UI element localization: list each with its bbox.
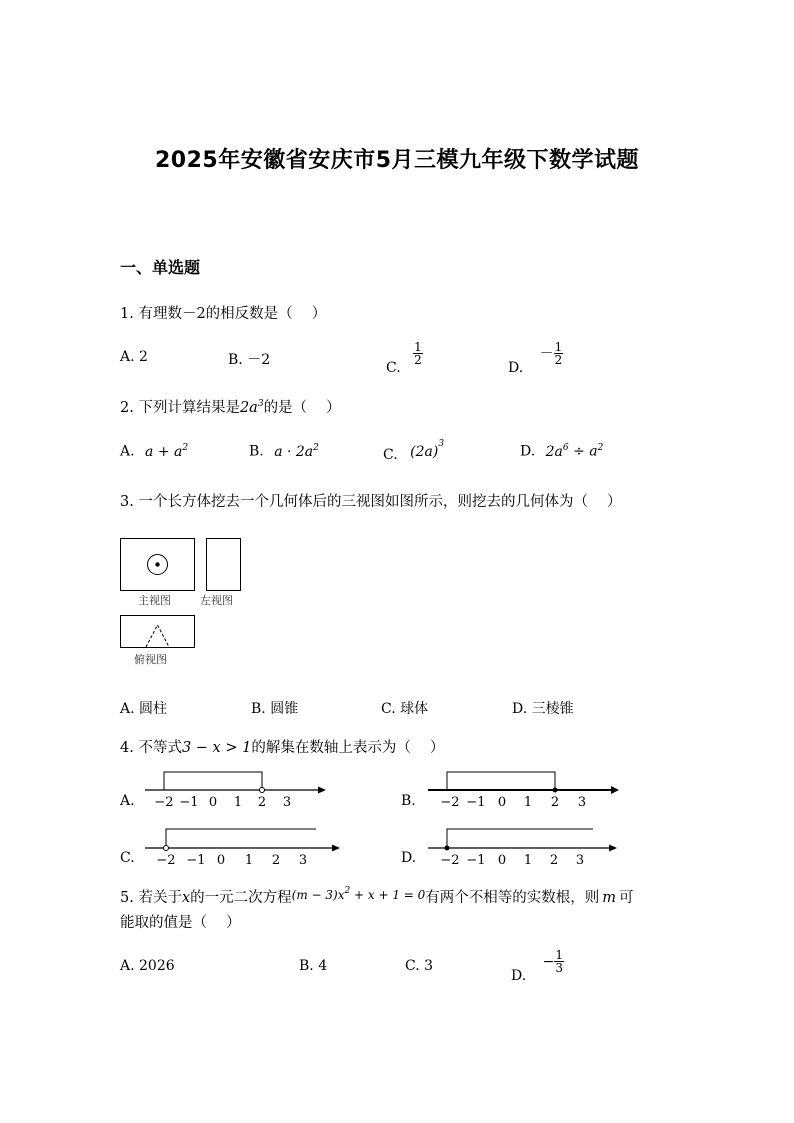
q4-stem-math: 3 − x > 1 [181, 740, 252, 756]
q1-option-a: A. 2 [120, 349, 148, 365]
q1-option-b: B. －2 [228, 352, 271, 368]
number-line-c [140, 824, 345, 870]
q5-option-d [511, 948, 564, 984]
ticks-d [440, 853, 584, 868]
top-view-label: 俯视图 [134, 653, 167, 666]
tick-label: 1 [244, 853, 254, 868]
page-title: 2025年安徽省安庆市5月三模九年级下数学试题 [154, 148, 640, 173]
front-view-label: 主视图 [138, 594, 171, 607]
question-2-stem [120, 396, 341, 417]
q1-d-label: D. [508, 359, 524, 376]
q2-a-exp: 2 [182, 443, 189, 453]
ticks-b [440, 795, 586, 810]
tick-label: 0 [497, 853, 507, 868]
tick-label: 3 [298, 853, 308, 868]
q2-stem-pre: 2. 下列计算结果是 [120, 400, 240, 416]
q1-d-den: 2 [554, 353, 563, 367]
q5-eq-post: + x + 1 = 0 [350, 888, 426, 902]
tick-label: −1 [179, 795, 199, 810]
number-line-b [425, 768, 625, 814]
ticks-a [154, 795, 291, 810]
tick-label: 2 [257, 795, 267, 810]
q5-stem-post: 有两个不相等的实数根，则 [425, 890, 600, 906]
q1-c-den: 2 [414, 353, 422, 367]
tick-label: 0 [208, 795, 218, 810]
q2-a-label: A. [120, 443, 135, 460]
number-line-a [140, 768, 330, 814]
question-3-stem: 3. 一个长方体挖去一个几何体后的三视图如图所示，则挖去的几何体为（ ） [120, 494, 622, 510]
q1-d-sign: － [539, 345, 554, 362]
tick-label: −1 [466, 853, 486, 868]
q5-option-c: C. 3 [405, 958, 434, 974]
q4-stem-post: 的解集在数轴上表示为（ ） [251, 740, 445, 756]
q2-d-mid: ÷ a [568, 443, 598, 460]
q5-eq-exp: 2 [344, 886, 351, 897]
ticks-c [156, 853, 307, 868]
q2-option-b [249, 443, 319, 460]
q1-option-c [386, 340, 423, 376]
q1-option-d [508, 340, 563, 376]
q3-option-c: C. 球体 [381, 701, 429, 717]
q2-stem-math: 2a [239, 400, 258, 416]
tick-label: 1 [523, 795, 533, 810]
q5-d-label: D. [511, 967, 527, 984]
tick-label: 3 [282, 795, 292, 810]
question-4-stem [120, 736, 444, 757]
tick-label: 3 [577, 795, 587, 810]
question-5-line2: 能取的值是（ ） [120, 915, 241, 931]
tick-label: 2 [550, 795, 560, 810]
q2-option-d [520, 443, 603, 460]
q1-c-num: 1 [414, 340, 422, 354]
q3-option-a: A. 圆柱 [120, 701, 168, 717]
q2-b-math: a · 2a [274, 443, 314, 460]
q5-d-num: 1 [555, 948, 564, 962]
q5-x: x [181, 890, 191, 906]
q5-eq: (m − 3)x [291, 888, 345, 902]
q4-option-b: B. [401, 793, 416, 809]
q2-option-c [383, 439, 445, 463]
q2-d-label: D. [520, 443, 536, 460]
tick-label: 1 [523, 853, 533, 868]
tick-label: 3 [575, 853, 585, 868]
q2-a-math: a + a [145, 443, 183, 460]
tick-label: 1 [233, 795, 243, 810]
q2-c-math: (2a) [410, 443, 439, 460]
q2-d-exp2: 2 [597, 443, 604, 453]
q4-option-c: C. [120, 850, 135, 866]
tick-label: −2 [440, 853, 460, 868]
q5-stem-end: 可 [619, 890, 634, 906]
q5-d-den: 3 [555, 961, 564, 975]
q5-m: m [602, 890, 617, 906]
tick-label: −2 [154, 795, 174, 810]
q4-stem-pre: 4. 不等式 [120, 740, 182, 756]
q2-d-math: 2a [545, 443, 563, 460]
tick-label: −2 [156, 853, 176, 868]
tick-label: −1 [466, 795, 486, 810]
q2-c-exp: 3 [438, 439, 445, 449]
question-1-stem: 1. 有理数－2的相反数是（ ） [120, 306, 327, 322]
q2-c-label: C. [383, 446, 398, 463]
left-view-rect [207, 539, 241, 591]
number-line-d [425, 824, 625, 870]
tick-label: 2 [271, 853, 281, 868]
q2-stem-exp: 3 [257, 399, 264, 410]
tick-label: −2 [440, 795, 460, 810]
q2-option-a [120, 443, 188, 460]
q2-d-exp1: 6 [562, 443, 569, 453]
top-view-rect [121, 616, 195, 648]
q1-c-label: C. [386, 359, 401, 376]
section-heading: 一、单选题 [120, 258, 201, 277]
q5-d-sign: − [542, 953, 555, 970]
tick-label: 0 [216, 853, 226, 868]
tick-label: −1 [186, 853, 206, 868]
q3-option-b: B. 圆锥 [251, 701, 299, 717]
tick-label: 2 [549, 853, 559, 868]
q4-option-a: A. [120, 793, 135, 809]
q5-option-a: A. 2026 [120, 958, 175, 974]
q5-stem-mid: 的一元二次方程 [190, 890, 292, 906]
q4-option-d: D. [401, 850, 417, 866]
top-view-dashed-triangle [146, 625, 169, 647]
q1-d-num: 1 [554, 340, 563, 354]
question-5-stem [120, 886, 634, 907]
q2-b-label: B. [249, 443, 264, 460]
q2-b-exp: 2 [313, 443, 319, 453]
q3-option-d: D. 三棱锥 [512, 701, 574, 717]
q5-stem-pre: 5. 若关于 [120, 890, 182, 906]
left-view-label: 左视图 [200, 594, 233, 607]
q2-stem-post: 的是（ ） [263, 400, 341, 416]
tick-label: 0 [497, 795, 507, 810]
front-view-dot [155, 562, 159, 566]
q5-option-b: B. 4 [299, 958, 328, 974]
